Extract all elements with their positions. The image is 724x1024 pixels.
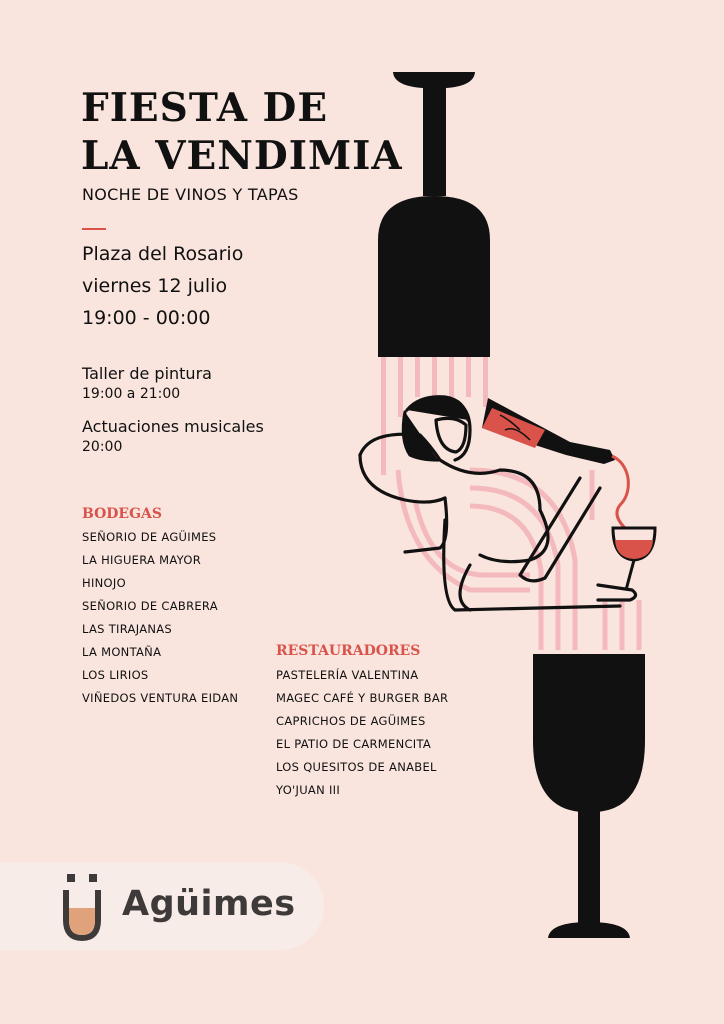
event-date: viernes 12 julio	[82, 275, 228, 297]
list-item: PASTELERÍA VALENTINA	[276, 668, 419, 682]
bottom-glass-icon	[533, 654, 645, 938]
bottle-icon	[482, 398, 615, 464]
list-item: CAPRICHOS DE AGÜIMES	[276, 714, 426, 728]
list-item: LOS QUESITOS DE ANABEL	[276, 760, 437, 774]
bodegas-list	[82, 526, 238, 710]
restauradores-heading: RESTAURADORES	[276, 643, 421, 659]
activity-music-name: Actuaciones musicales	[82, 417, 264, 436]
wine-illustration	[340, 70, 670, 950]
activity-music-time: 20:00	[82, 439, 123, 455]
event-place: Plaza del Rosario	[82, 243, 244, 265]
held-glass-icon	[613, 528, 655, 590]
list-item: LAS TIRAJANAS	[82, 622, 173, 636]
list-item: HINOJO	[82, 576, 126, 590]
bodegas-heading: BODEGAS	[82, 506, 163, 522]
activity-painting-time: 19:00 a 21:00	[82, 386, 181, 402]
logo-text: Agüimes	[122, 884, 296, 924]
event-time: 19:00 - 00:00	[82, 307, 211, 329]
list-item: VIÑEDOS VENTURA EIDAN	[82, 691, 239, 705]
title-line-1: FIESTA DE	[81, 85, 329, 131]
list-item: LA HIGUERA MAYOR	[82, 553, 202, 567]
list-item: LA MONTAÑA	[82, 645, 162, 659]
list-item: SEÑORIO DE CABRERA	[82, 599, 218, 613]
wine-stream-icon	[612, 456, 628, 528]
u-umlaut-glass-icon	[60, 872, 110, 942]
list-item: LOS LIRIOS	[82, 668, 149, 682]
list-item: EL PATIO DE CARMENCITA	[276, 737, 432, 751]
list-item: MAGEC CAFÉ Y BURGER BAR	[276, 691, 449, 705]
activity-painting-name: Taller de pintura	[82, 364, 212, 383]
title-line-2: LA VENDIMIA	[81, 133, 403, 179]
divider	[82, 228, 106, 230]
poster-subtitle: NOCHE DE VINOS Y TAPAS	[82, 185, 299, 204]
list-item: SEÑORIO DE AGÜIMES	[82, 530, 217, 544]
list-item: YO'JUAN III	[276, 783, 341, 797]
top-glass-icon	[378, 72, 490, 357]
